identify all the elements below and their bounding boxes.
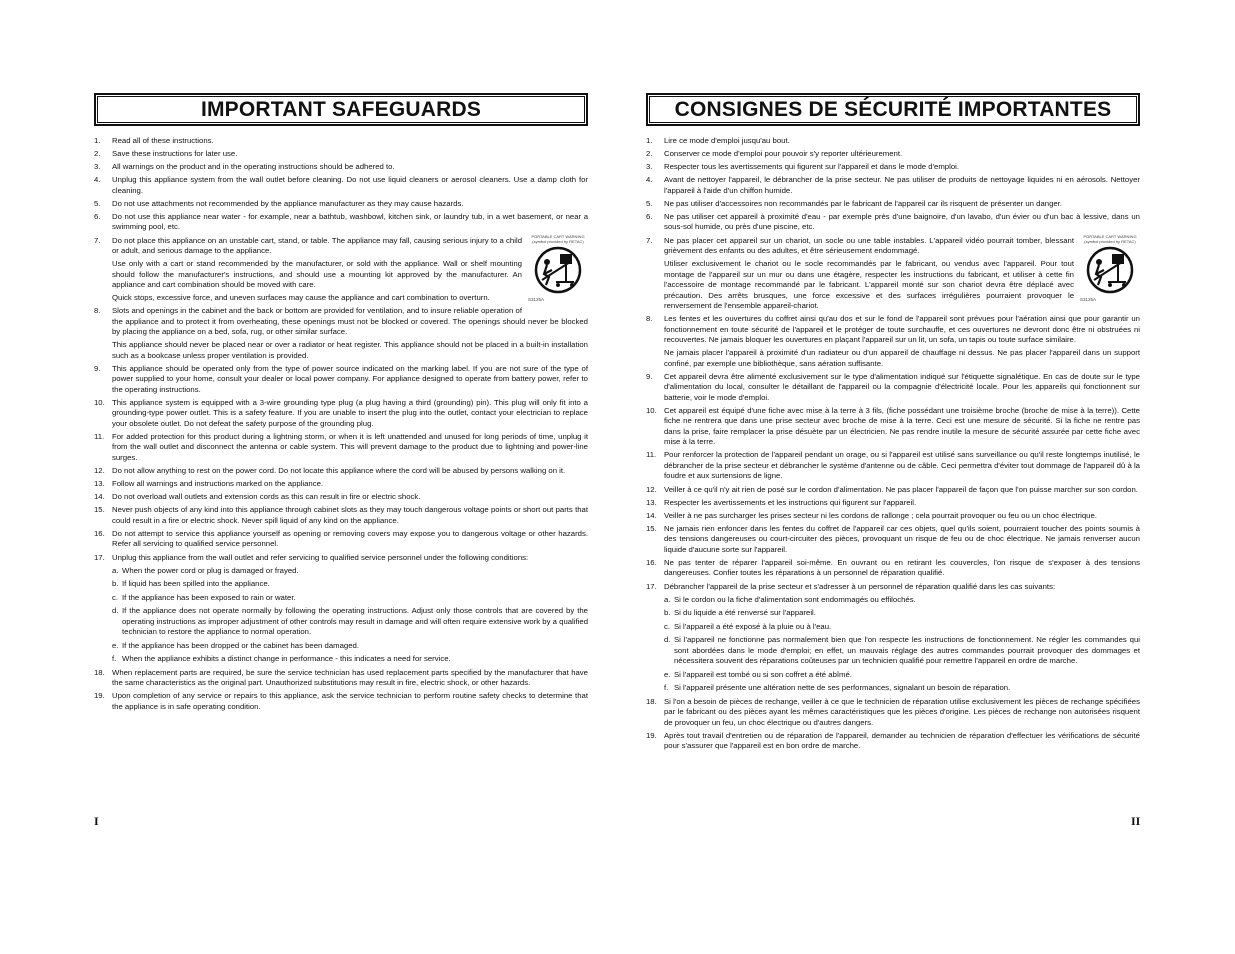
list-item (94, 529, 588, 550)
condition-letter: a. (112, 565, 119, 575)
item-number: 17. (646, 581, 657, 591)
item-number: 13. (94, 479, 105, 489)
item-number: 11. (94, 431, 105, 441)
condition-item (112, 579, 588, 590)
item-number: 11. (646, 450, 657, 460)
list-item (94, 364, 588, 396)
item-text: Si l'on a besoin de pièces de rechange, veiller à ce que le technicien de réparation utilise exclusivement les pièces de rechange spécifiées par le fabricant ou des pièces ayant les mêmes caractéristiques que les pièces d'origine. Les pièces de rechange non autorisées risquent de provoquer un feu, un choc électrique ou d'autres dangers. (664, 696, 1140, 727)
list-item (646, 136, 1140, 147)
item-text: Do not place this appliance on an unstable cart, stand, or table. The appliance may fall, causing serious injury to a child or adult, and serious damage to the appliance. (112, 235, 522, 256)
condition-text: When the appliance exhibits a distinct change in performance - this indicates a need for service. (122, 654, 451, 664)
cart-warning-icon (1082, 244, 1138, 294)
condition-text: Si du liquide a été renversé sur l'appareil. (674, 608, 816, 618)
condition-letter: f. (664, 683, 669, 693)
list-item (94, 668, 588, 689)
item-text: Save these instructions for later use. (112, 149, 238, 159)
item-subparagraph: Use only with a cart or stand recommended by the manufacturer, or sold with the appliance. Wall or shelf mounting should follow the manufacturer's instructions, and should use a mounting kit approved by the manufacturer. An appliance and cart combination should be moved with care. (112, 259, 522, 290)
item-text: Les fentes et les ouvertures du coffret ainsi qu'au dos et sur le fond de l'appareil sont prévues pour l'aération ainsi que pour garantir un fonctionnement en toute sécurité de l'appareil et le protéger de toute surchauffe, et ces ouvertures ne devront donc être ni obstruées ni recouvertes. Ne jamais bloquer les ouvertures en plaçant l'appareil sur un lit, un sofa, un tapis ou toute surface similaire. (664, 314, 1140, 345)
list-item (94, 505, 588, 526)
condition-letter: b. (664, 608, 671, 618)
condition-item (112, 593, 588, 604)
list-item (94, 212, 588, 233)
condition-letter: c. (112, 592, 119, 602)
condition-item (664, 683, 1140, 694)
item-number: 15. (94, 505, 105, 515)
conditions-sublist (94, 566, 588, 665)
item-number: 2. (94, 149, 101, 159)
list-item (646, 175, 1140, 196)
condition-item (664, 622, 1140, 633)
condition-text: Si l'appareil est tombé ou si son coffret a été abîmé. (674, 669, 852, 679)
cart-warning-icon (530, 244, 586, 294)
list-item (646, 450, 1140, 482)
cart-warning-figure (1080, 234, 1140, 306)
list-item (94, 432, 588, 464)
item-number: 14. (646, 510, 657, 520)
list-item (646, 731, 1140, 752)
cart-warning-code: S3125A (1080, 297, 1097, 303)
list-item (646, 558, 1140, 579)
condition-text: Si l'appareil a été exposé à la pluie ou à l'eau. (674, 621, 832, 631)
item-text: Do not overload wall outlets and extension cords as this can result in fire or electric shock. (112, 492, 421, 502)
item-text: Follow all warnings and instructions marked on the appliance. (112, 479, 324, 489)
english-column (94, 93, 588, 715)
item-number: 19. (94, 691, 105, 701)
item-number: 4. (94, 175, 101, 185)
item-text: Pour renforcer la protection de l'appareil pendant un orage, ou si l'appareil est utilisé sans surveillance ou qu'il reste longtemps inutilisé, le débrancher de la prise secteur et débrancher le système d'antenne ou de câble. Ceci permettra d'éviter tout dommage de l'appareil dû à la foudre et aux surtensions de ligne. (664, 450, 1140, 481)
condition-item (664, 670, 1140, 681)
list-item (94, 691, 588, 712)
item-number: 18. (646, 696, 657, 706)
list-item (646, 314, 1140, 369)
cart-warning-figure (528, 234, 588, 306)
item-number: 10. (94, 397, 105, 407)
item-number: 5. (646, 198, 653, 208)
item-text: Respecter les avertissements et les instructions qui figurent sur l'appareil. (664, 497, 917, 507)
condition-letter: c. (664, 621, 671, 631)
item-number: 9. (94, 363, 101, 373)
french-column (646, 93, 1140, 754)
item-text: Ne pas utiliser d'accessoires non recommandés par le fabricant de l'appareil car ils risquent de présenter un danger. (664, 198, 1062, 208)
condition-letter: e. (112, 640, 119, 650)
item-number: 17. (94, 552, 105, 562)
condition-text: If the appliance has been dropped or the cabinet has been damaged. (122, 640, 359, 650)
condition-letter: d. (664, 635, 671, 645)
list-item (94, 199, 588, 210)
item-text: Conserver ce mode d'emploi pour pouvoir s'y reporter ultérieurement. (664, 149, 903, 159)
item-text: Cet appareil est équipé d'une fiche avec mise à la terre à 3 fils, (fiche possédant une troisième broche (broche de mise à la terre)). Cette fiche ne rentrera que dans une prise secteur avec broche de mise à la terre. Ceci est une mesure de sécurité. Si la fiche ne rentre pas dans la prise, faire remplacer la prise désuète par un électricien. Ne pas rendre inutile la mesure de sécurité assurée par cette fiche avec mise à la terre. (664, 405, 1140, 447)
item-number: 19. (646, 730, 657, 740)
condition-letter: b. (112, 579, 119, 589)
english-title: IMPORTANT SAFEGUARDS (97, 96, 585, 123)
item-text: This appliance system is equipped with a 3-wire grounding type plug (a plug having a third (grounding) pin). This plug will only fit into a grounding-type power outlet. This is a safety feature. If you are unable to insert the plug into the outlet, contact your electrician to replace your obsolete outlet. Do not defeat the safety purpose of the grounding plug. (112, 397, 588, 428)
list-item (94, 466, 588, 477)
page-number-right: II (1131, 814, 1141, 828)
item-text: Après tout travail d'entretien ou de réparation de l'appareil, demander au technicien de réparation d'effectuer les vérifications de sécurité pour s'assurer que l'appareil est en bon ordre de marche. (664, 730, 1140, 751)
item-number: 6. (646, 211, 653, 221)
condition-text: Si l'appareil présente une altération nette de ses performances, signalant un besoin de réparation. (674, 683, 1011, 693)
item-text: Unplug this appliance from the wall outlet and refer servicing to qualified service personnel under the following conditions: (112, 552, 529, 562)
item-number: 5. (94, 198, 101, 208)
condition-letter: a. (664, 594, 671, 604)
cart-warning-caption: PORTABLE CART WARNING (symbol provided by RETAC) (1083, 233, 1137, 244)
item-number: 3. (94, 162, 101, 172)
list-item (646, 149, 1140, 160)
item-text: Ne pas tenter de réparer l'appareil soi-même. En ouvrant ou en retirant les couvercles, l'on risque de s'exposer à des tensions dangereuses. Confier toutes les réparations à un personnel de réparation qualifié. (664, 557, 1140, 578)
conditions-sublist (646, 595, 1140, 694)
item-text: Ne pas utiliser cet appareil à proximité d'eau - par exemple près d'une baignoire, d'un lavabo, d'un évier ou d'un bac à lessive, dans un sous-sol humide, ou près d'une piscine, etc. (664, 211, 1140, 232)
item-number: 8. (94, 306, 101, 316)
item-subparagraph: This appliance should never be placed near or over a radiator or heat register. This appliance should not be placed in a built-in installation such as a bookcase unless proper ventilation is provided. (112, 340, 588, 360)
item-number: 12. (94, 466, 105, 476)
item-number: 9. (646, 371, 653, 381)
item-number: 13. (646, 497, 657, 507)
condition-text: Si le cordon ou la fiche d'alimentation sont endommagés ou effilochés. (674, 594, 916, 604)
item-text: For added protection for this product during a lightning storm, or when it is left unattended and unused for long periods of time, unplug it from the wall outlet and disconnect the antenna or cable system. This will prevent damage to the product due to lightning and power-line surges. (112, 431, 588, 462)
item-text: Read all of these instructions. (112, 136, 214, 145)
list-item (94, 479, 588, 490)
list-item (94, 398, 588, 430)
item-text: Do not attempt to service this appliance yourself as opening or removing covers may expose you to dangerous voltage or other hazards. Refer all servicing to qualified service personnel. (112, 528, 588, 549)
item-number: 12. (646, 484, 657, 494)
list-item (646, 162, 1140, 173)
item-text: Veiller à ne pas surcharger les prises secteur ni les cordons de rallonge ; cela pourrait provoquer ou feu ou un choc électrique. (664, 510, 1097, 520)
item-subparagraph: Ne jamais placer l'appareil à proximité d'un radiateur ou d'un appareil de chauffage ni dessus. Ne pas placer l'appareil dans un support confiné, par exemple une bibliothèque, sans aération suffisante. (664, 348, 1140, 368)
french-title: CONSIGNES DE SÉCURITÉ IMPORTANTES (649, 96, 1137, 123)
list-item (94, 136, 588, 147)
french-title-box (646, 93, 1140, 126)
item-number: 6. (94, 211, 101, 221)
condition-text: When the power cord or plug is damaged or frayed. (122, 565, 299, 575)
condition-item (112, 641, 588, 652)
item-number: 18. (94, 667, 105, 677)
item-number: 14. (94, 492, 105, 502)
list-item (646, 212, 1140, 233)
item-number: 1. (646, 136, 653, 145)
list-item (646, 524, 1140, 556)
item-number: 3. (646, 162, 653, 172)
cart-warning-caption: PORTABLE CART WARNING (symbol provided by RETAC) (531, 233, 585, 244)
item-subparagraph: Utiliser exclusivement le chariot ou le socle recommandés par le fabricant, ou vendus avec l'appareil. Pour tout montage de l'appareil sur un mur ou dans une étagère, respecter les instructions du fabricant, et utiliser à cette fin l'accessoire de montage recommandé par le fabricant. L'appareil monté sur son chariot devra être déplacé avec précaution. Des arrêts brusques, une force excessive et des surfaces irrégulières pourraient provoquer le renversement de l'ensemble appareil-chariot. (664, 259, 1074, 311)
item-text: Avant de nettoyer l'appareil, le débrancher de la prise secteur. Ne pas utiliser de produits de nettoyage liquides ni en aérosols. Nettoyer l'appareil à l'aide d'un chiffon humide. (664, 175, 1140, 195)
item-text: Respecter tous les avertissements qui figurent sur l'appareil et dans le mode d'emploi. (664, 162, 960, 172)
list-item (646, 233, 1140, 312)
list-item (94, 149, 588, 160)
item-text: Cet appareil devra être alimenté exclusivement sur le type d'alimentation indiqué sur l'étiquette signalétique. En cas de doute sur le type d'alimentation du local, consulter le détaillant de l'appareil ou la compagnie d'électricité locale. Pour les appareils qui fonctionnent sur batterie, voir le mode d'emploi. (664, 371, 1140, 402)
item-subparagraph: Quick stops, excessive force, and uneven surfaces may cause the appliance and cart combination to overturn. (112, 293, 490, 303)
list-item (646, 199, 1140, 210)
list-item (94, 492, 588, 503)
item-number: 16. (94, 528, 105, 538)
item-number: 7. (646, 235, 653, 245)
item-text: Lire ce mode d'emploi jusqu'au bout. (664, 136, 790, 145)
item-number: 16. (646, 557, 657, 567)
item-number: 8. (646, 314, 653, 324)
list-item (646, 582, 1140, 593)
item-number: 4. (646, 175, 653, 185)
list-item (646, 498, 1140, 509)
item-number: 1. (94, 136, 101, 145)
page-number-left: I (94, 814, 99, 828)
condition-letter: f. (112, 654, 117, 664)
condition-item (112, 606, 588, 638)
list-item (646, 511, 1140, 522)
list-item (94, 553, 588, 564)
condition-letter: d. (112, 606, 119, 616)
condition-item (112, 654, 588, 665)
item-text: All warnings on the product and in the operating instructions should be adhered to. (112, 162, 395, 172)
item-text: Ne pas placer cet appareil sur un chariot, un socle ou une table instables. L'appareil vidéo pourrait tomber, blessant grièvement des enfants ou des adultes, et être sérieusement endommagé. (664, 235, 1074, 256)
condition-letter: e. (664, 669, 671, 679)
item-text: Do not use this appliance near water - for example, near a bathtub, washbowl, kitchen sink, or laundry tub, in a wet basement, or near a swimming pool, etc. (112, 211, 588, 232)
list-item (94, 233, 588, 304)
item-text: Do not use attachments not recommended by the appliance manufacturer as they may cause hazards. (112, 198, 464, 208)
condition-text: If the appliance does not operate normally by following the operating instructions. Adjust only those controls that are covered by the operating instructions as improper adjustment of other controls may result in damage and will often require extensive work by a qualified technician to restore the appliance to normal operation. (122, 606, 588, 637)
list-item (94, 306, 588, 361)
item-text: Do not allow anything to rest on the power cord. Do not locate this appliance where the cord will be abused by persons walking on it. (112, 466, 566, 476)
condition-text: Si l'appareil ne fonctionne pas normalement bien que l'on respecte les instructions de fonctionnement. Ne régler les commandes qui sont abordées dans le mode d'emploi; en effet, un mauvais réglage des autres commandes pourrait provoquer des dommages et nécessitera souvent des réparations coûteuses par un technicien qualifié pour remettre l'appareil en ordre de marche. (674, 635, 1140, 666)
list-item (646, 372, 1140, 404)
list-item (94, 175, 588, 196)
list-item (646, 485, 1140, 496)
english-title-box (94, 93, 588, 126)
item-number: 2. (646, 149, 653, 159)
condition-item (112, 566, 588, 577)
item-text: When replacement parts are required, be sure the service technician has used replacement parts specified by the manufacturer that have the same characteristics as the original part. Unauthorized substitutions may result in fire, electric shock, or other hazards. (112, 667, 588, 688)
condition-item (664, 635, 1140, 667)
item-number: 15. (646, 523, 657, 533)
item-text: Never push objects of any kind into this appliance through cabinet slots as they may touch dangerous voltage points or short out parts that could result in a fire or electric shock. Never spill liquid of any kind on the appliance. (112, 505, 588, 525)
condition-text: If the appliance has been exposed to rain or water. (122, 592, 296, 602)
item-number: 10. (646, 405, 657, 415)
condition-item (664, 595, 1140, 606)
item-text: Ne jamais rien enfoncer dans les fentes du coffret de l'appareil car ces objets, quel qu'ils soient, pourraient toucher des points soumis à des tensions dangereuses ou court-circuiter des pièces, provoquant un risque de feu ou de choc électrique. Ne jamais renverser aucun liquide d'aucune sorte sur l'appareil. (664, 523, 1140, 554)
french-safeguards-list (646, 136, 1140, 752)
list-item (94, 162, 588, 173)
item-text: Slots and openings in the cabinet and the back or bottom are provided for ventilation, and to insure reliable operation of the appliance and to protect it from overheating, these openings must not be blocked or covered. The openings should never be blocked by placing the appliance on a bed, sofa, rug, or other similar surface. (112, 306, 588, 337)
item-text: This appliance should be operated only from the type of power source indicated on the marking label. If you are not sure of the type of power supplied to your home, consult your dealer or local power company. For appliance designed to operate from battery power, refer to the operating instructions. (112, 363, 588, 394)
condition-text: If liquid has been spilled into the appliance. (122, 579, 270, 589)
list-item (646, 697, 1140, 729)
item-text: Débrancher l'appareil de la prise secteur et s'adresser à un personnel de réparation qualifié dans les cas suivants: (664, 581, 1056, 591)
item-text: Unplug this appliance system from the wall outlet before cleaning. Do not use liquid cleaners or aerosol cleaners. Use a damp cloth for cleaning. (112, 175, 588, 195)
condition-item (664, 608, 1140, 619)
item-text: Upon completion of any service or repairs to this appliance, ask the service technician to perform routine safety checks to determine that the appliance is in safe operating condition. (112, 691, 588, 711)
cart-warning-code: S3125A (528, 297, 545, 303)
item-number: 7. (94, 235, 101, 245)
list-item (646, 406, 1140, 448)
english-safeguards-list (94, 136, 588, 712)
item-text: Veiller à ce qu'il n'y ait rien de posé sur le cordon d'alimentation. Ne pas placer l'appareil de façon que l'on puisse marcher sur son cordon. (664, 484, 1138, 494)
